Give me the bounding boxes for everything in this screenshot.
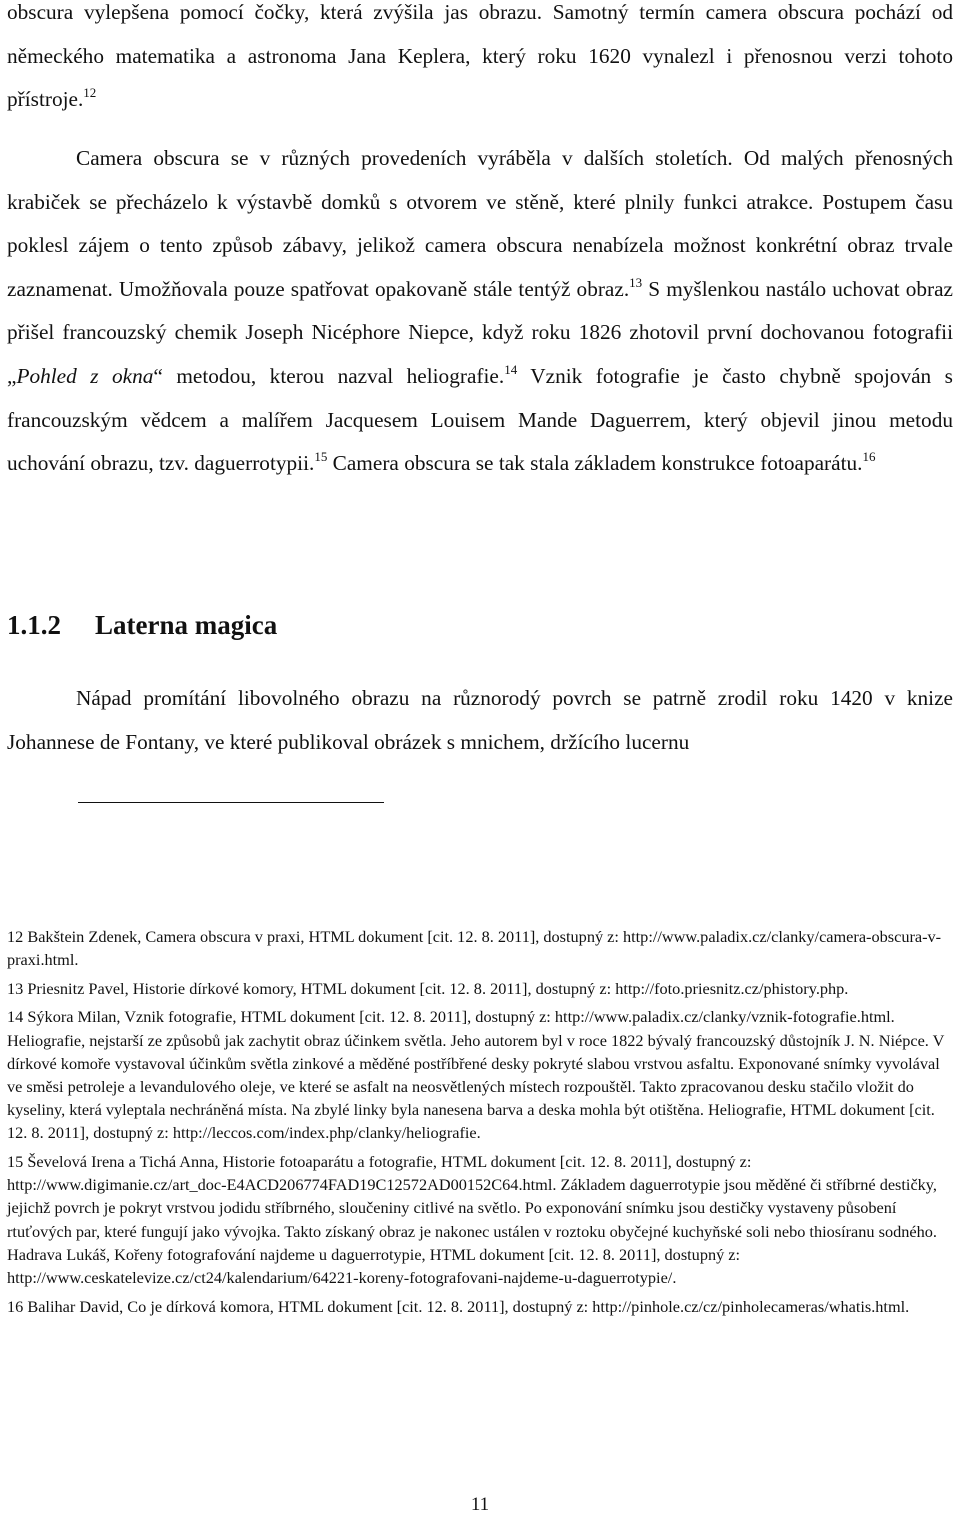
- section-heading: [7, 610, 277, 641]
- section-number: 1.1.2: [7, 610, 61, 640]
- page-number: 11: [470, 1494, 490, 1515]
- footnote-ref-13[interactable]: 13: [629, 274, 643, 290]
- footnote-ref-14[interactable]: 14: [504, 361, 518, 377]
- paragraph-camera-obscura-intro: [7, 0, 953, 122]
- paragraph-text: obscura vylepšena pomocí čočky, která zvýšila jas obrazu. Samotný termín camera obscura pochází od německého matematika a astronoma Jana Keplera, který roku 1620 vynalezl i přenosnou verzi tohoto přístroje.: [7, 0, 953, 112]
- footnote-12: 12 Bakštein Zdenek, Camera obscura v praxi, HTML dokument [cit. 12. 8. 2011], dostupný z: http://www.paladix.cz/clanky/camera-obscura-v-praxi.html.: [7, 927, 942, 970]
- section-title: Laterna magica: [95, 610, 278, 640]
- footnote-ref-12[interactable]: 12: [83, 85, 97, 101]
- photo-title: Pohled z okna: [16, 363, 154, 388]
- footnote-ref-16[interactable]: 16: [862, 449, 876, 465]
- footnote-ref-15[interactable]: 15: [314, 449, 328, 465]
- footnote-13: 13 Priesnitz Pavel, Historie dírkové komory, HTML dokument [cit. 12. 8. 2011], dostupný z: http://foto.priesnitz.cz/phistory.php.: [7, 978, 849, 998]
- footnotes: [7, 925, 953, 1323]
- footnote-16: 16 Balihar David, Co je dírková komora, HTML dokument [cit. 12. 8. 2011], dostupný z: http://pinhole.cz/cz/pinholecameras/whatis.html.: [7, 1296, 910, 1316]
- footnote-separator: [78, 802, 384, 803]
- footnote-14: 14 Sýkora Milan, Vznik fotografie, HTML dokument [cit. 12. 8. 2011], dostupný z: http://www.paladix.cz/clanky/vznik-fotografie.html. Heliografie, nejstarší ze způsobů jak zachytit obraz účinkem světla. Jeho autorem byl v roce 1822 bývalý francouzský důstojník J. N. Niépce. V dírkové komoře vystavoval účinkům světla zinkové a měděné postříbřené desky pokryté slabou vrstvou asfaltu. Exponované snímky vyvolával ve směsi petroleje a levandulového oleje, ve které se asfalt na neosvětlených místech rozpouštěl. Takto zpracovanou desku stačilo vložit do kyseliny, která vyleptala nechráněná místa. Na zbylé linky byla nanesena barva a deska mohla být otištěna. Heliografie, HTML dokument [cit. 12. 8. 2011], dostupný z: http://leccos.com/index.php/clanky/heliografie.: [7, 1007, 945, 1143]
- footnote-15: 15 Ševelová Irena a Tichá Anna, Historie fotoaparátu a fotografie, HTML dokument [cit. 12. 8. 2011], dostupný z: http://www.digimanie.cz/art_doc-E4ACD206774FAD19C12572AD00152C64.html. Základem daguerrotypie jsou měděné či stříbrné destičky, jejichž povrch je pokryt vrstvou jodidu stříbrného, sloučeniny citlivé na světlo. Po exponování snímku jsou destičky vystaveny působení rtuťových par, které fungují jako vývojka. Takto získaný obraz je nakonec ustálen v roztoku obyčejné kuchyňské soli nebo thiosíranu sodného. Hadrava Lukáš, Kořeny fotografování najdeme u daguerrotypie, HTML dokument [cit. 12. 8. 2011], dostupný z: http://www.ceskatelevize.cz/ct24/kalendarium/64221-koreny-fotografovani-najdeme-u-daguerrotypie/.: [7, 1152, 937, 1288]
- paragraph-camera-obscura-history: Camera obscura se v různých provedeních vyráběla v dalších stoletích. Od malých přenosných krabiček se přecházelo k výstavbě domků s otvorem ve stěně, které plnily funkci atrakce. Postupem času poklesl zájem o tento způsob zábavy, jelikož camera obscura nenabízela možnost konkrétní obraz trvale zaznamenat. Umožňovala pouze spatřovat opakovaně stále tentýž obraz.$^{13}$ S myšlenkou nastálo uchovat obraz přišel francouzský chemik Joseph Nicéphore Niepce, když roku 1826 zhotovil první dochovanou fotografii „Pohled z okna“ metodou, kterou nazval heliografie.$^{14}$ Vznik fotografie je často chybně spojován s francouzským vědcem a malířem Jacquesem Louisem Mande Daguerrem, který objevil jinou metodu uchování obrazu, tzv. daguerrotypii.$^{15}$ Camera obscura se tak stala základem konstrukce fotoaparátu.$^{16}$: [7, 146, 954, 476]
- paragraph-laterna-magica: Nápad promítání libovolného obrazu na různorodý povrch se patrně zrodil roku 1420 v knize Johannese de Fontany, ve které publikoval obrázek s mnichem, držícího lucernu: [7, 686, 953, 754]
